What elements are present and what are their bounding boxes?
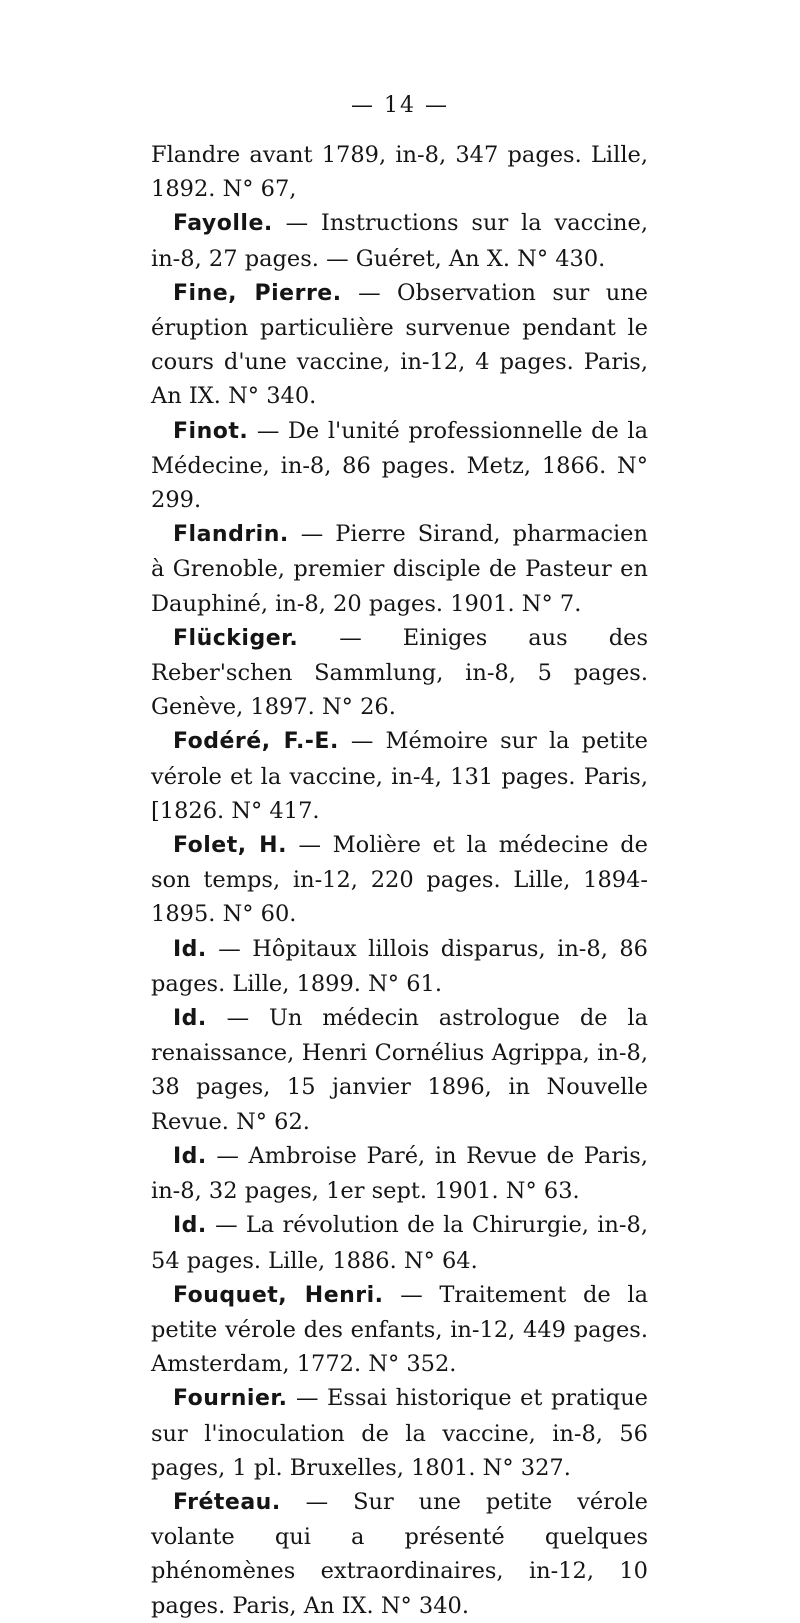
entry-author: Fayolle. xyxy=(173,211,273,237)
entry-text: — Un médecin astrologue de la renaissance, Henri Cornélius Agrippa, in-8, 38 pages, 15 janvier 1896, in Nouvelle Revue. N° 62. xyxy=(151,1005,648,1135)
entry-text: — Hôpitaux lillois disparus, in-8, 86 pages. Lille, 1899. N° 61. xyxy=(151,935,648,997)
entry-author: Id. xyxy=(173,1006,207,1032)
entry-author: Fournier. xyxy=(173,1386,288,1412)
entry-author: Finot. xyxy=(173,418,249,444)
bibliography-entry xyxy=(151,621,648,725)
bibliography-entry xyxy=(151,828,648,932)
entry-text: — Sur une petite vérole volante qui a présenté quelques phénomènes extraordinaires, in-12, 10 pages. Paris, An IX. N° 340. xyxy=(151,1488,648,1619)
entry-author: Fodéré, F.-E. xyxy=(173,729,339,755)
bibliography-entry xyxy=(151,1139,648,1208)
entry-author: Id. xyxy=(173,1213,207,1239)
entry-text: — Essai historique et pratique sur l'inoculation de la vaccine, in-8, 56 pages, 1 pl. Bruxelles, 1801. N° 327. xyxy=(151,1385,648,1481)
entry-text: — Observation sur une éruption particulière survenue pendant le cours d'une vaccine, in-12, 4 pages. Paris, An IX. N° 340. xyxy=(151,279,648,410)
entry-author: Fréteau. xyxy=(173,1489,281,1515)
entry-author: Folet, H. xyxy=(173,833,287,859)
entry-text: — Pierre Sirand, pharmacien à Grenoble, premier disciple de Pasteur en Dauphiné, in-8, 20 pages. 1901. N° 7. xyxy=(151,521,648,617)
entry-author: Fouquet, Henri. xyxy=(173,1282,384,1308)
bibliography-entry xyxy=(151,517,648,621)
entry-author: Flandrin. xyxy=(173,522,289,548)
entry-text: Flandre avant 1789, in-8, 347 pages. Lille, 1892. N° 67, xyxy=(151,142,648,203)
entry-text: — De l'unité professionnelle de la Médecine, in-8, 86 pages. Metz, 1866. N° 299. xyxy=(151,417,648,514)
entry-text: — Traitement de la petite vérole des enfants, in-12, 449 pages. Amsterdam, 1772. N° 352. xyxy=(151,1281,648,1378)
bibliography-entry xyxy=(151,276,648,414)
bibliography-entry xyxy=(151,1001,648,1139)
entry-author: Id. xyxy=(173,1143,207,1169)
entry-text: — Instructions sur la vaccine, in-8, 27 pages. — Guéret, An X. N° 430. xyxy=(151,210,648,272)
entry-author: Id. xyxy=(173,936,207,962)
bibliography-entry xyxy=(151,1208,648,1277)
entry-text: — Einiges aus des Reber'schen Sammlung, in-8, 5 pages. Genève, 1897. N° 26. xyxy=(151,624,648,721)
bibliography-entry xyxy=(151,724,648,828)
entry-text: — Mémoire sur la petite vérole et la vaccine, in-4, 131 pages. Paris, [1826. N° 417. xyxy=(151,728,648,824)
bibliography-entry xyxy=(151,1381,648,1485)
entry-author: Fine, Pierre. xyxy=(173,280,342,306)
bibliography-entry xyxy=(151,1485,648,1623)
bibliography-entry xyxy=(151,1278,648,1382)
entry-text: — La révolution de la Chirurgie, in-8, 54 pages. Lille, 1886. N° 64. xyxy=(151,1212,648,1274)
entry-text: — Ambroise Paré, in Revue de Paris, in-8, 32 pages, 1er sept. 1901. N° 63. xyxy=(151,1142,648,1205)
bibliography-entry xyxy=(151,414,648,518)
bibliography-entry xyxy=(151,206,648,275)
page-number: — 14 — xyxy=(351,93,449,118)
bibliography-list xyxy=(151,138,648,1623)
entry-text: — Molière et la médecine de son temps, in-12, 220 pages. Lille, 1894-1895. N° 60. xyxy=(151,832,648,928)
bibliography-entry xyxy=(151,932,648,1001)
bibliography-entry xyxy=(151,138,648,206)
entry-author: Flückiger. xyxy=(173,625,299,651)
